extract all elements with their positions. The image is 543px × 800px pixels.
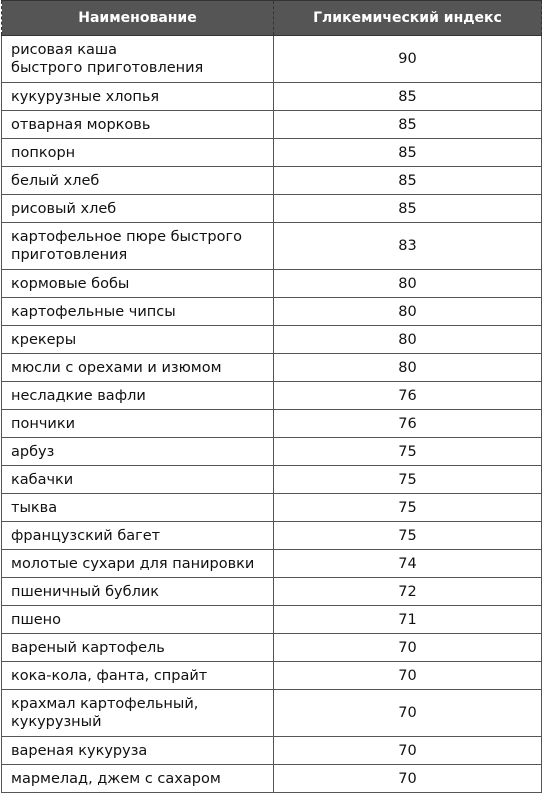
table-row: [2, 111, 542, 139]
table-row: [2, 223, 542, 270]
glycemic-index-value: 76: [274, 410, 542, 438]
food-name-line: рисовая каша: [11, 42, 118, 58]
food-name-line: крекеры: [11, 331, 77, 348]
food-name-cell: [2, 298, 274, 326]
food-name-cell: [2, 270, 274, 298]
column-header-glycemic-index: Гликемический индекс: [274, 1, 542, 36]
food-name-line: тыква: [11, 499, 58, 516]
food-name-line: рисовый хлеб: [11, 200, 117, 217]
glycemic-index-value: 70: [274, 690, 542, 737]
food-name-line: кормовые бобы: [11, 275, 130, 292]
food-name-cell: [2, 578, 274, 606]
food-name-line: крахмал картофельный,: [11, 696, 199, 712]
table-row: [2, 382, 542, 410]
table-row: [2, 578, 542, 606]
table-row: [2, 195, 542, 223]
food-name-line: отварная морковь: [11, 116, 151, 133]
glycemic-index-value: 76: [274, 382, 542, 410]
table-row: [2, 522, 542, 550]
food-name-line: молотые сухари для панировки: [11, 555, 255, 572]
table-row: [2, 167, 542, 195]
column-header-name: Наименование: [2, 1, 274, 36]
food-name-line: кока-кола, фанта, спрайт: [11, 667, 208, 684]
glycemic-index-value: 70: [274, 662, 542, 690]
food-name-cell: [2, 662, 274, 690]
glycemic-index-value: 85: [274, 139, 542, 167]
food-name-cell: [2, 167, 274, 195]
food-name-cell: [2, 466, 274, 494]
glycemic-index-value: 75: [274, 466, 542, 494]
food-name-line: вареная кукуруза: [11, 742, 148, 759]
glycemic-index-value: 75: [274, 522, 542, 550]
table-row: [2, 494, 542, 522]
food-name-line: пончики: [11, 415, 76, 432]
glycemic-index-value: 70: [274, 737, 542, 765]
table-row: [2, 466, 542, 494]
glycemic-index-value: 85: [274, 83, 542, 111]
glycemic-index-value: 75: [274, 494, 542, 522]
food-name-line: вареный картофель: [11, 639, 165, 656]
food-name-line: быстрого приготовления: [11, 60, 204, 76]
food-name-cell: [2, 690, 274, 737]
table-header: [2, 1, 542, 36]
food-name-cell: [2, 139, 274, 167]
food-name-cell: [2, 382, 274, 410]
table-row: [2, 36, 542, 83]
glycemic-index-value: 72: [274, 578, 542, 606]
food-name-cell: [2, 410, 274, 438]
food-name-line: картофельные чипсы: [11, 303, 176, 320]
food-name-line: кукурузный: [11, 714, 102, 730]
glycemic-index-value: 85: [274, 111, 542, 139]
food-name-line: пшено: [11, 611, 62, 628]
food-name-line: кукурузные хлопья: [11, 88, 160, 105]
table-row: [2, 139, 542, 167]
glycemic-index-value: 80: [274, 298, 542, 326]
food-name-cell: [2, 83, 274, 111]
food-name-cell: [2, 223, 274, 270]
table-body: [2, 36, 542, 793]
table-row: [2, 354, 542, 382]
food-name-cell: [2, 765, 274, 793]
food-name-cell: [2, 111, 274, 139]
food-name-line: арбуз: [11, 443, 55, 460]
glycemic-index-value: 80: [274, 326, 542, 354]
glycemic-index-value: 70: [274, 765, 542, 793]
food-name-line: картофельное пюре быстрого: [11, 229, 242, 245]
glycemic-index-value: 75: [274, 438, 542, 466]
table-row: [2, 326, 542, 354]
food-name-cell: [2, 634, 274, 662]
food-name-cell: [2, 737, 274, 765]
food-name-cell: [2, 36, 274, 83]
glycemic-index-value: 80: [274, 354, 542, 382]
table-row: [2, 83, 542, 111]
food-name-cell: [2, 550, 274, 578]
food-name-line: попкорн: [11, 144, 76, 161]
glycemic-index-value: 90: [274, 36, 542, 83]
food-name-cell: [2, 326, 274, 354]
table-row: [2, 737, 542, 765]
glycemic-index-value: 85: [274, 167, 542, 195]
food-name-line: мармелад, джем с сахаром: [11, 770, 221, 787]
food-name-cell: [2, 522, 274, 550]
food-name-cell: [2, 195, 274, 223]
food-name-cell: [2, 438, 274, 466]
glycemic-index-value: 85: [274, 195, 542, 223]
food-name-line: французский багет: [11, 527, 161, 544]
table-row: [2, 662, 542, 690]
table-row: [2, 298, 542, 326]
table-row: [2, 438, 542, 466]
table-row: [2, 765, 542, 793]
food-name-line: кабачки: [11, 471, 74, 488]
table-row: [2, 550, 542, 578]
table-row: [2, 270, 542, 298]
table-row: [2, 410, 542, 438]
table-row: [2, 634, 542, 662]
glycemic-index-value: 74: [274, 550, 542, 578]
food-name-line: пшеничный бублик: [11, 583, 160, 600]
food-name-line: приготовления: [11, 247, 128, 263]
glycemic-index-value: 83: [274, 223, 542, 270]
food-name-cell: [2, 494, 274, 522]
glycemic-index-value: 70: [274, 634, 542, 662]
food-name-cell: [2, 354, 274, 382]
table-row: [2, 606, 542, 634]
food-name-line: мюсли с орехами и изюмом: [11, 359, 222, 376]
glycemic-index-value: 80: [274, 270, 542, 298]
header-row: [2, 1, 542, 36]
food-name-line: несладкие вафли: [11, 387, 146, 404]
glycemic-index-value: 71: [274, 606, 542, 634]
table-row: [2, 690, 542, 737]
food-name-line: белый хлеб: [11, 172, 100, 189]
glycemic-index-table: [1, 0, 542, 793]
food-name-cell: [2, 606, 274, 634]
